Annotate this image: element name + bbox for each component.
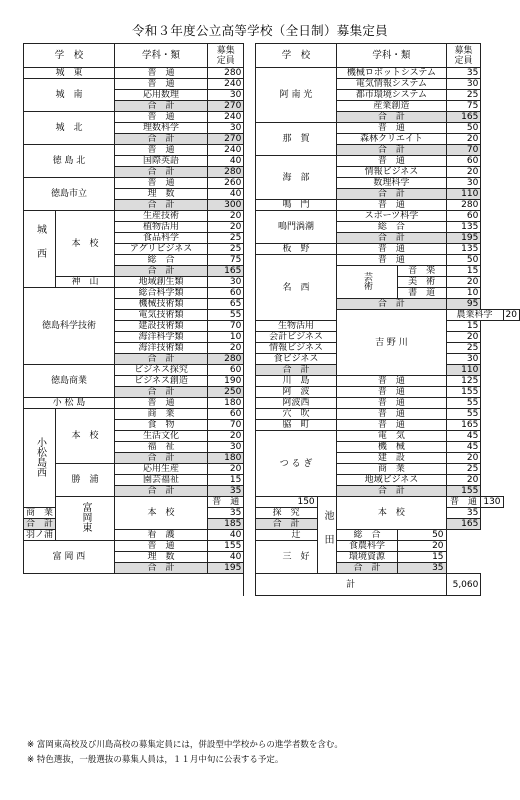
total-value: 70 — [446, 145, 481, 156]
total-value: 195 — [208, 563, 244, 574]
course-name: 応用数理 — [114, 90, 207, 101]
course-name: 普 通 — [337, 244, 446, 255]
school-name: 阿 波 — [255, 387, 337, 398]
capacity-value: 20 — [446, 453, 481, 464]
capacity-value: 75 — [446, 101, 481, 112]
course-name: 普 通 — [337, 387, 446, 398]
capacity-value: 20 — [446, 134, 481, 145]
course-name: 建設技術類 — [114, 321, 207, 332]
course-name: 電 気 — [337, 431, 446, 442]
total-label: 合 計 — [337, 486, 446, 497]
grand-total-label: 計 — [255, 574, 446, 596]
course-name: 普 通 — [114, 541, 207, 552]
campus-name: 辻 — [255, 530, 337, 541]
capacity-value: 35 — [446, 508, 481, 519]
course-name: 情報ビジネス — [337, 167, 446, 178]
capacity-value: 40 — [208, 552, 244, 563]
course-name: 機 械 — [337, 442, 446, 453]
school-name: つ る ぎ — [255, 431, 337, 497]
table-gap — [244, 44, 255, 596]
header-school-right: 学 校 — [255, 44, 337, 68]
school-name: 富岡東 — [56, 497, 115, 541]
capacity-value: 30 — [446, 79, 481, 90]
capacity-value: 40 — [208, 530, 244, 541]
course-name: 情報ビジネス — [255, 343, 337, 354]
course-name: 森林クリエイト — [337, 134, 446, 145]
course-name: 総 合 — [114, 255, 207, 266]
capacity-value: 35 — [446, 68, 481, 79]
grand-total-value: 5,060 — [446, 574, 481, 596]
capacity-value: 20 — [208, 431, 244, 442]
school-name: 城 東 — [24, 68, 115, 79]
capacity-value: 15 — [208, 475, 244, 486]
course-name: 普 通 — [114, 178, 207, 189]
capacity-value: 180 — [208, 398, 244, 409]
footnote: ※ 特色選抜，一般選抜の募集人員は，１１月中旬に公表する予定。 — [27, 755, 284, 765]
course-name: 総 合 — [337, 530, 397, 541]
total-label: 合 計 — [255, 519, 317, 530]
capacity-value: 165 — [446, 420, 481, 431]
capacity-value: 30 — [208, 123, 244, 134]
course-name: 総 合 — [337, 222, 446, 233]
campus-name: 本 校 — [56, 211, 115, 277]
school-name: 鳴門渦潮 — [255, 211, 337, 244]
total-value: 195 — [446, 233, 481, 244]
capacity-value: 30 — [208, 277, 244, 288]
school-name: 城 北 — [24, 112, 115, 145]
total-value: 165 — [208, 266, 244, 277]
capacity-value: 155 — [208, 541, 244, 552]
capacity-value: 25 — [446, 343, 481, 354]
capacity-value: 20 — [397, 541, 446, 552]
course-name: ビジネス創造 — [114, 376, 207, 387]
capacity-value: 280 — [446, 200, 481, 211]
school-name: 城 南 — [24, 79, 115, 112]
campus-name: 本 校 — [56, 409, 115, 464]
course-name: 機械ロボットシステム — [337, 68, 446, 79]
course-name: 音 楽 — [397, 266, 446, 277]
header-course-left: 学科・類 — [114, 44, 207, 68]
total-value: 270 — [208, 101, 244, 112]
capacity-value: 70 — [208, 321, 244, 332]
capacity-value: 20 — [208, 222, 244, 233]
capacity-value: 50 — [446, 123, 481, 134]
course-name: 応用生産 — [114, 464, 207, 475]
course-name: 普 通 — [114, 68, 207, 79]
capacity-value: 190 — [208, 376, 244, 387]
course-name: 普 通 — [114, 398, 207, 409]
capacity-value: 15 — [446, 266, 481, 277]
school-name: 鳴 門 — [255, 200, 337, 211]
capacity-value: 20 — [208, 464, 244, 475]
course-name: 普 通 — [337, 156, 446, 167]
total-label: 合 計 — [114, 101, 207, 112]
capacity-value: 10 — [446, 288, 481, 299]
header-capacity-right: 募集 定員 — [446, 44, 481, 68]
header-capacity-left: 募集 定員 — [208, 44, 244, 68]
school-name: 那 賀 — [255, 123, 337, 156]
capacity-value: 135 — [446, 244, 481, 255]
total-label: 合 計 — [337, 299, 446, 310]
total-value: 35 — [208, 486, 244, 497]
capacity-value: 45 — [446, 431, 481, 442]
capacity-value: 55 — [446, 409, 481, 420]
capacity-value: 20 — [446, 332, 481, 343]
course-name: 普 通 — [208, 497, 244, 508]
capacity-value: 20 — [446, 475, 481, 486]
course-name: 機械技術類 — [114, 299, 207, 310]
course-name: 普 通 — [337, 376, 446, 387]
header-school-left: 学 校 — [24, 44, 115, 68]
campus-name: 羽ノ浦 — [24, 530, 56, 541]
school-name: 徳島商業 — [24, 365, 115, 398]
course-name: 看 護 — [114, 530, 207, 541]
capacity-value: 55 — [208, 310, 244, 321]
capacity-value: 35 — [208, 508, 244, 519]
course-name: スポーツ科学 — [337, 211, 446, 222]
total-value: 185 — [208, 519, 244, 530]
capacity-value: 65 — [208, 299, 244, 310]
course-name: 商 業 — [24, 508, 56, 519]
capacity-value: 50 — [446, 255, 481, 266]
total-label: 合 計 — [114, 354, 207, 365]
school-name: 池田 — [317, 497, 337, 574]
course-name: 生活文化 — [114, 431, 207, 442]
capacity-value: 240 — [208, 112, 244, 123]
school-name: 徳島科学技術 — [24, 288, 115, 365]
campus-name: 三 好 — [255, 541, 337, 574]
footnotes — [27, 738, 343, 768]
course-name: 理 数 — [114, 189, 207, 200]
school-name: 徳 島 北 — [24, 145, 115, 178]
capacity-value: 40 — [208, 156, 244, 167]
total-value: 165 — [446, 519, 481, 530]
total-value: 250 — [208, 387, 244, 398]
total-label: 合 計 — [337, 563, 397, 574]
course-name: 普 通 — [114, 145, 207, 156]
capacity-value: 125 — [446, 376, 481, 387]
school-name: 阿 南 光 — [255, 68, 337, 123]
total-label: 合 計 — [114, 453, 207, 464]
total-value: 180 — [208, 453, 244, 464]
capacity-value: 20 — [503, 310, 519, 321]
footnote: ※ 富岡東高校及び川島高校の募集定員には，併設型中学校からの進学者数を含む。 — [27, 740, 343, 750]
total-label: 合 計 — [24, 519, 56, 530]
school-name: 小 松 島 — [24, 398, 115, 409]
capacity-value: 20 — [208, 343, 244, 354]
course-name: 普 通 — [337, 420, 446, 431]
capacity-value: 75 — [208, 255, 244, 266]
page-title: 令和３年度公立高等学校（全日制）募集定員 — [131, 23, 388, 38]
course-name: 商 業 — [337, 464, 446, 475]
campus-name: 本 校 — [114, 497, 207, 530]
course-name: 探 究 — [255, 508, 317, 519]
school-name: 富 岡 西 — [24, 541, 115, 574]
capacity-value: 25 — [208, 244, 244, 255]
school-name: 海 部 — [255, 156, 337, 200]
course-name: 食 物 — [114, 420, 207, 431]
school-name: 徳島市立 — [24, 178, 115, 211]
capacity-value: 240 — [208, 145, 244, 156]
course-name: 国際英語 — [114, 156, 207, 167]
school-name: 名 西 — [255, 255, 337, 321]
course-name: 植物活用 — [114, 222, 207, 233]
total-label: 合 計 — [114, 486, 207, 497]
capacity-value: 20 — [446, 167, 481, 178]
course-name: 都市環境システム — [337, 90, 446, 101]
total-label: 合 計 — [337, 189, 446, 200]
capacity-value: 135 — [446, 222, 481, 233]
capacity-value: 70 — [208, 420, 244, 431]
total-label: 合 計 — [337, 145, 446, 156]
capacity-value: 260 — [208, 178, 244, 189]
capacity-value: 25 — [446, 90, 481, 101]
course-name: 書 道 — [397, 288, 446, 299]
header-course-right: 学科・類 — [337, 44, 446, 68]
total-value: 155 — [446, 486, 481, 497]
school-name: 城西 — [24, 211, 56, 288]
total-value: 270 — [208, 134, 244, 145]
campus-name: 本 校 — [337, 497, 446, 530]
total-value: 165 — [446, 112, 481, 123]
capacity-value: 10 — [208, 332, 244, 343]
school-name: 穴 吹 — [255, 409, 337, 420]
course-name: 電気技術類 — [114, 310, 207, 321]
capacity-value: 20 — [446, 277, 481, 288]
capacity-value: 30 — [208, 90, 244, 101]
course-name: 普 通 — [337, 398, 446, 409]
course-name: 美 術 — [397, 277, 446, 288]
course-name: 産業創造 — [337, 101, 446, 112]
course-name: 海洋科学類 — [114, 332, 207, 343]
capacity-table — [23, 43, 520, 596]
capacity-value: 40 — [208, 189, 244, 200]
capacity-value: 50 — [397, 530, 446, 541]
course-name: 普 通 — [337, 123, 446, 134]
total-label: 合 計 — [114, 266, 207, 277]
total-label: 合 計 — [114, 387, 207, 398]
total-value: 300 — [208, 200, 244, 211]
total-value: 110 — [446, 189, 481, 200]
course-name: 食農科学 — [337, 541, 397, 552]
campus-name: 勝 浦 — [56, 464, 115, 497]
capacity-value: 30 — [208, 442, 244, 453]
capacity-value: 25 — [208, 233, 244, 244]
course-name: 普 通 — [337, 255, 446, 266]
course-name: 普 通 — [337, 409, 446, 420]
school-name: 川 島 — [255, 376, 337, 387]
total-value: 110 — [446, 365, 481, 376]
course-name: 生産技術 — [114, 211, 207, 222]
capacity-value: 60 — [208, 409, 244, 420]
course-name: 食品科学 — [114, 233, 207, 244]
course-name: 地域創生類 — [114, 277, 207, 288]
school-name: 脇 町 — [255, 420, 337, 431]
capacity-value: 45 — [446, 442, 481, 453]
capacity-value: 30 — [446, 178, 481, 189]
course-name: 会計ビジネス — [255, 332, 337, 343]
school-name: 吉 野 川 — [337, 310, 446, 376]
course-name: 普 通 — [446, 497, 481, 508]
capacity-value: 240 — [208, 79, 244, 90]
course-name: 海洋技術類 — [114, 343, 207, 354]
course-name: 地域ビジネス — [337, 475, 446, 486]
total-label: 合 計 — [114, 167, 207, 178]
total-value: 95 — [446, 299, 481, 310]
school-name: 板 野 — [255, 244, 337, 255]
total-label: 合 計 — [114, 134, 207, 145]
total-value: 35 — [397, 563, 446, 574]
art-group-label: 芸術 — [337, 266, 397, 299]
capacity-value: 15 — [446, 321, 481, 332]
course-name: 総合科学類 — [114, 288, 207, 299]
total-label: 合 計 — [337, 233, 446, 244]
course-name: 食ビジネス — [255, 354, 337, 365]
course-name: 建 設 — [337, 453, 446, 464]
capacity-value: 130 — [481, 497, 503, 508]
total-label: 合 計 — [337, 112, 446, 123]
course-name: ビジネス探究 — [114, 365, 207, 376]
capacity-value: 280 — [208, 68, 244, 79]
total-value: 280 — [208, 167, 244, 178]
capacity-value: 60 — [446, 156, 481, 167]
campus-name: 神 山 — [56, 277, 115, 288]
capacity-value: 60 — [208, 288, 244, 299]
school-name: 小松島西 — [24, 409, 56, 508]
course-name: 普 通 — [337, 200, 446, 211]
total-value: 280 — [208, 354, 244, 365]
course-name: 環境資源 — [337, 552, 397, 563]
course-name: 商 業 — [114, 409, 207, 420]
total-label: 合 計 — [114, 200, 207, 211]
course-name: 普 通 — [114, 112, 207, 123]
total-label: 合 計 — [255, 365, 337, 376]
capacity-value: 155 — [446, 387, 481, 398]
capacity-value: 60 — [208, 365, 244, 376]
capacity-value: 150 — [255, 497, 317, 508]
capacity-value: 55 — [446, 398, 481, 409]
course-name: 園芸福祉 — [114, 475, 207, 486]
course-name: 普 通 — [114, 79, 207, 90]
school-name: 阿波西 — [255, 398, 337, 409]
total-label: 合 計 — [114, 563, 207, 574]
course-name: 数理科学 — [337, 178, 446, 189]
course-name: 理 数 — [114, 552, 207, 563]
capacity-value: 20 — [208, 211, 244, 222]
course-name: 電気情報システム — [337, 79, 446, 90]
capacity-value: 30 — [446, 354, 481, 365]
capacity-value: 25 — [446, 464, 481, 475]
capacity-value: 60 — [446, 211, 481, 222]
capacity-value: 15 — [397, 552, 446, 563]
course-name: 生物活用 — [255, 321, 337, 332]
course-name: 農業科学 — [446, 310, 503, 321]
course-name: 福 祉 — [114, 442, 207, 453]
course-name: 理数科学 — [114, 123, 207, 134]
course-name: アグリビジネス — [114, 244, 207, 255]
